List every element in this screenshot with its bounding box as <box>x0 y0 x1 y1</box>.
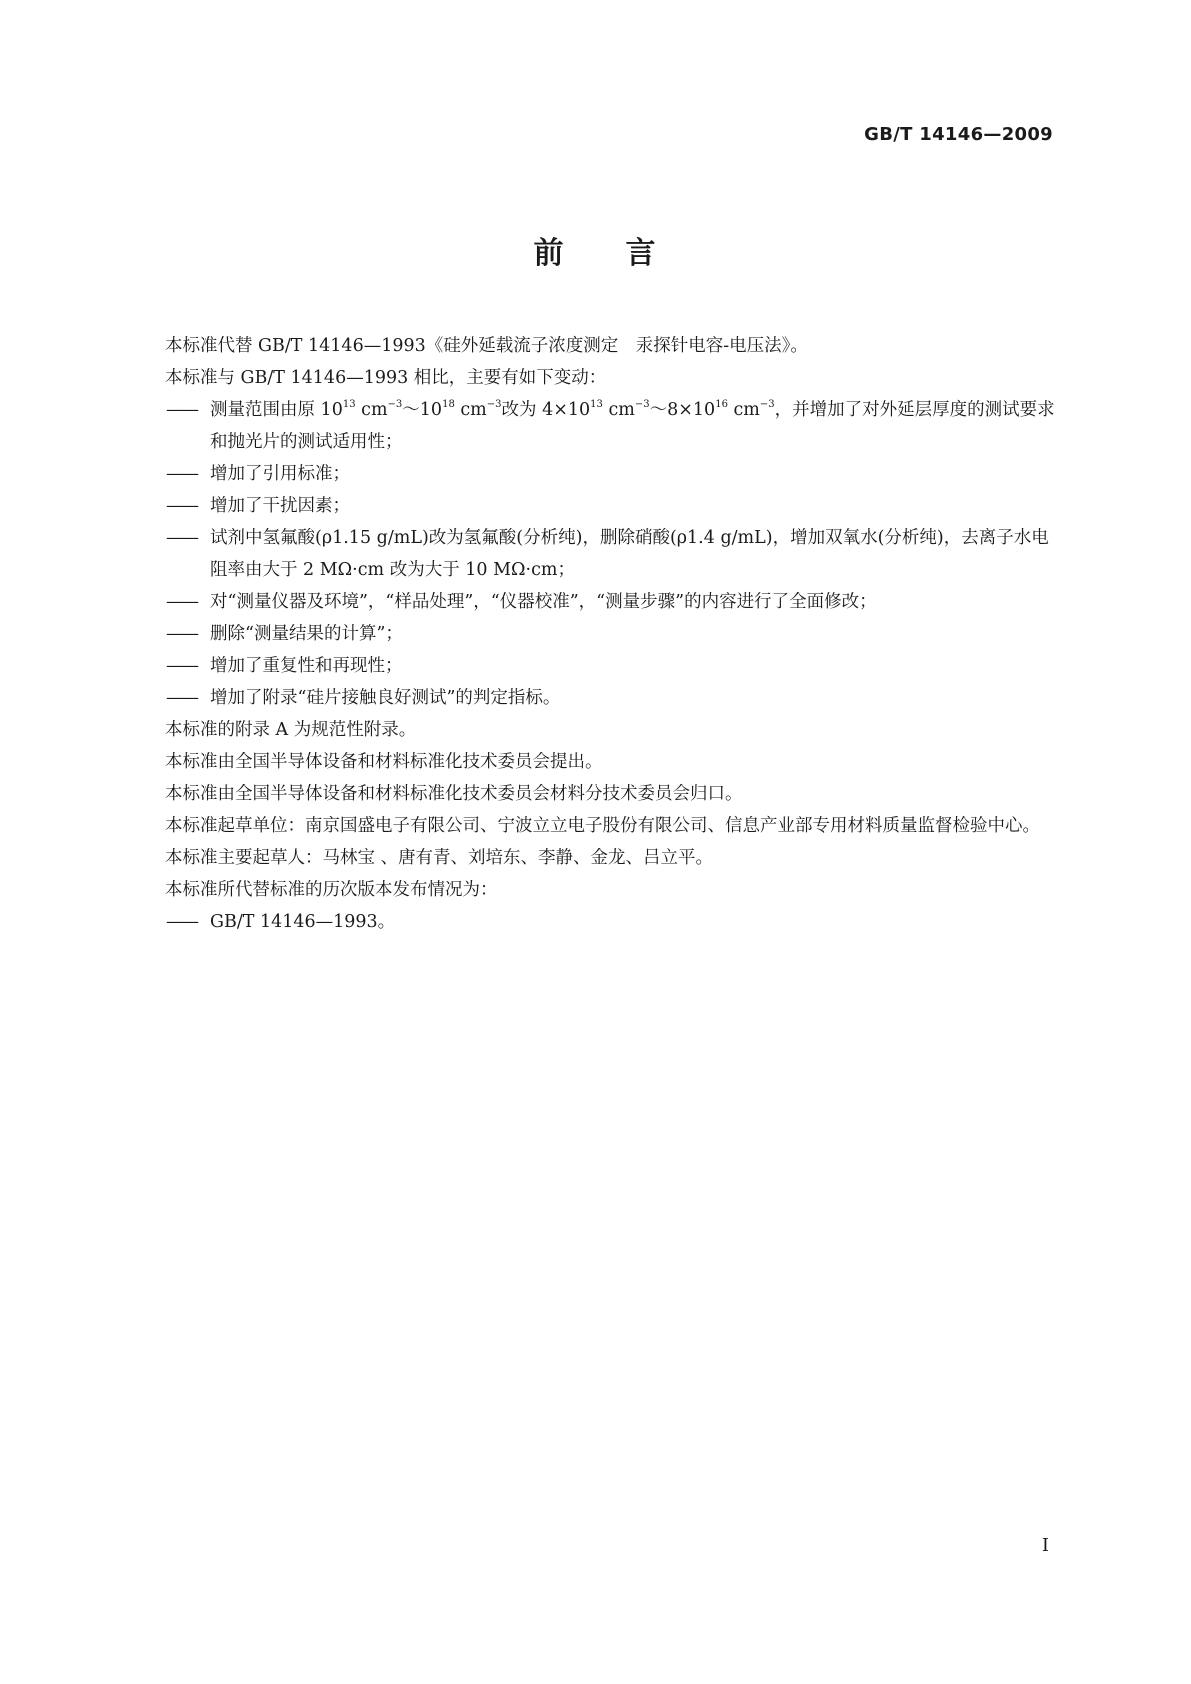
change-item-revisions: —— 对“测量仪器及环境”，“样品处理”，“仪器校准”，“测量步骤”的内容进行了全面修改； <box>166 592 877 612</box>
paragraph-drafters: 本标准主要起草人：马林宝 、唐有青、刘培东、李静、金龙、吕立平。 <box>165 848 714 868</box>
page-number: I <box>1041 1535 1049 1556</box>
paragraph-changes-intro: 本标准与 GB/T 14146—1993 相比，主要有如下变动： <box>165 368 607 388</box>
change-item-repeatability: —— 增加了重复性和再现性； <box>166 656 403 676</box>
change-item-appendix: —— 增加了附录“硅片接触良好测试”的判定指标。 <box>166 688 561 708</box>
foreword-body <box>130 330 1060 938</box>
paragraph-proposed-by: 本标准由全国半导体设备和材料标准化技术委员会提出。 <box>165 752 603 772</box>
change-item-delete-calculation: —— 删除“测量结果的计算”； <box>166 624 403 644</box>
paragraph-drafting-units: 本标准起草单位：南京国盛电子有限公司、宁波立立电子股份有限公司、信息产业部专用材料质量监督检验中心。 <box>165 816 1040 836</box>
paragraph-appendix: 本标准的附录 A 为规范性附录。 <box>165 720 417 740</box>
history-item: —— GB/T 14146—1993。 <box>166 912 396 932</box>
page-title-char-2: 言 <box>625 236 658 271</box>
paragraph-history-intro: 本标准所代替标准的历次版本发布情况为： <box>165 880 498 900</box>
change-item-reagents: —— 试剂中氢氟酸(ρ1.15 g/mL)改为氢氟酸(分析纯)，删除硝酸(ρ1.4 g/mL)，增加双氧水(分析纯)，去离子水电阻率由大于 2 MΩ·cm 改为大于 10 MΩ·cm； <box>166 528 1049 580</box>
page-title <box>0 228 1191 272</box>
change-item-references: —— 增加了引用标准； <box>166 464 350 484</box>
change-item-measurement-range: —— 测量范围由原 $10^{13}$ $cm^{-3}\sim 10^{18}$ $cm^{-3}$改为 $4\times 10^{13}$ $cm^{-3}\sim 8\times 10^{16}$ $cm^{-3}$，并增加了对外延层厚度的测试要求和抛光片的测试适用性； <box>166 399 1055 452</box>
change-item-interference: —— 增加了干扰因素； <box>166 496 350 516</box>
standard-code: GB/T 14146—2009 <box>864 124 1053 145</box>
paragraph-replaces: 本标准代替 GB/T 14146—1993《硅外延载流子浓度测定 汞探针电容-电压法》。 <box>165 336 808 356</box>
paragraph-administered-by: 本标准由全国半导体设备和材料标准化技术委员会材料分技术委员会归口。 <box>165 784 743 804</box>
page-title-char-1: 前 <box>533 236 566 271</box>
